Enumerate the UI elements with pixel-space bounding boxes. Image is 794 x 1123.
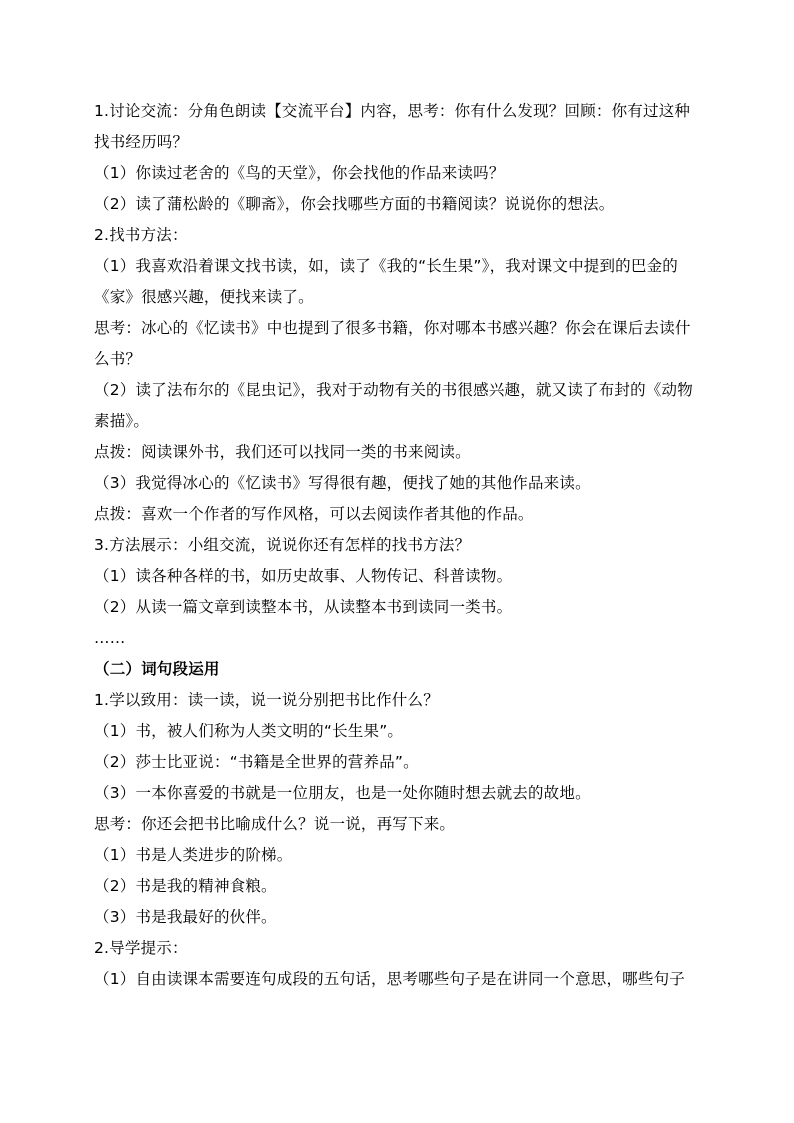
text-line: 《家》很感兴趣，便找来读了。 [94, 288, 314, 306]
text-line: （1）你读过老舍的《鸟的天堂》，你会找他的作品来读吗？ [94, 164, 505, 182]
text-line: （1）自由读课本需要连句成段的五句话，思考哪些句子是在讲同一个意思，哪些句子 [94, 970, 685, 988]
text-line: 3.方法展示：小组交流，说说你还有怎样的找书方法？ [94, 536, 471, 554]
text-line: 2.导学提示： [94, 939, 188, 957]
text-line: （2）莎士比亚说：“书籍是全世界的营养品”。 [94, 753, 419, 771]
section-heading: （二）词句段运用 [94, 660, 220, 678]
text-line: 点拨：喜欢一个作者的写作风格，可以去阅读作者其他的作品。 [94, 505, 534, 523]
text-line: 思考：冰心的《忆读书》中也提到了很多书籍，你对哪本书感兴趣？你会在课后去读什 [94, 319, 691, 337]
text-line: 么书？ [94, 350, 142, 368]
text-line: （2）读了法布尔的《昆虫记》，我对于动物有关的书很感兴趣，就又读了布封的《动物 [94, 381, 693, 399]
text-line: 素描》。 [94, 412, 150, 430]
text-line: 思考：你还会把书比喻成什么？说一说，再写下来。 [94, 815, 456, 833]
text-line: （1）我喜欢沿着课文找书读，如，读了《我的“长生果”》，我对课文中提到的巴金的 [94, 257, 678, 275]
text-line: （1）读各种各样的书，如历史故事、人物传记、科普读物。 [94, 567, 513, 585]
text-line: 1.讨论交流：分角色朗读【交流平台】内容，思考：你有什么发现？回顾：你有过这种 [94, 102, 691, 120]
document-body [94, 96, 704, 995]
text-line: （2）书是我的精神食粮。 [94, 877, 277, 895]
text-line: 找书经历吗？ [94, 133, 189, 151]
text-line: （3）我觉得冰心的《忆读书》写得很有趣，便找了她的其他作品来读。 [94, 474, 591, 492]
text-line: （3）一本你喜爱的书就是一位朋友，也是一处你随时想去就去的故地。 [94, 784, 591, 802]
text-line: （2）从读一篇文章到读整本书，从读整本书到读同一类书。 [94, 598, 513, 616]
text-line: （1）书，被人们称为人类文明的“长生果”。 [94, 722, 404, 740]
text-line: 点拨：阅读课外书，我们还可以找同一类的书来阅读。 [94, 443, 471, 461]
text-line: （1）书是人类进步的阶梯。 [94, 846, 293, 864]
text-line: （2）读了蒲松龄的《聊斋》，你会找哪些方面的书籍阅读？说说你的想法。 [94, 195, 615, 213]
text-line: …… [94, 629, 126, 647]
text-line: （3）书是我最好的伙伴。 [94, 908, 277, 926]
text-line: 1.学以致用：读一读，说一说分别把书比作什么？ [94, 691, 439, 709]
text-line: 2.找书方法： [94, 226, 188, 244]
